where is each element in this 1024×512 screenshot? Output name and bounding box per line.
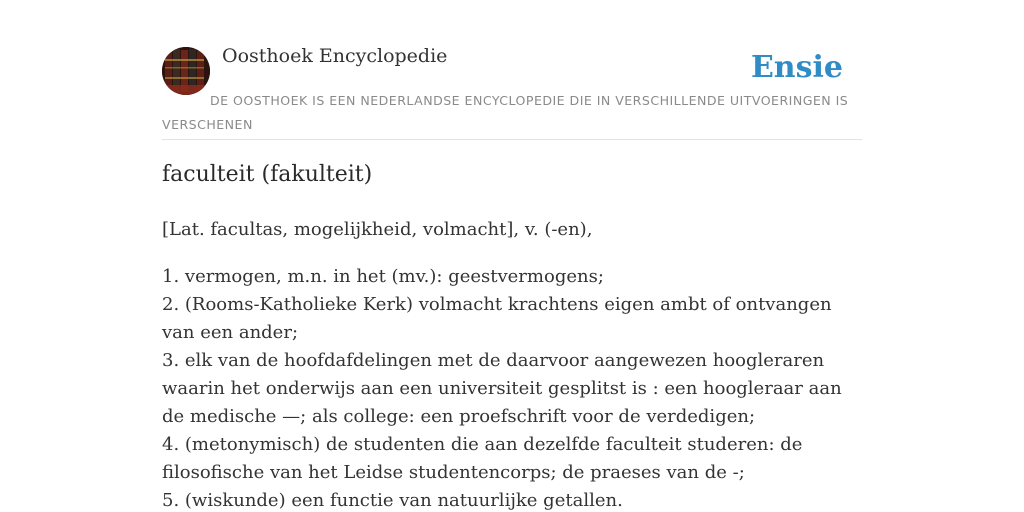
book-spines-icon [162, 47, 210, 95]
site-name-link[interactable]: Oosthoek Encyclopedie [222, 45, 448, 67]
definition-line: 3. elk van de hoofdafdelingen met de daarvoor aangewezen hoogleraren waarin het onderwijs aan een universiteit gesplitst is : een hoogleraar aan de medische —; als college: een proefschrift voor de verdedigen; [162, 350, 842, 427]
content-container [162, 0, 862, 511]
brand-logo[interactable]: Ensie [750, 50, 843, 85]
definition-line: 4. (metonymisch) de studenten die aan dezelfde faculteit studeren: de filosofische van het Leidse studentencorps; de praeses van de -; [162, 434, 803, 483]
source-avatar[interactable] [162, 47, 210, 95]
site-header [162, 0, 862, 140]
definition-list [162, 263, 862, 512]
definition-line: 5. (wiskunde) een functie van natuurlijke getallen. [162, 490, 623, 511]
site-tagline: DE OOSTHOEK IS EEN NEDERLANDSE ENCYCLOPEDIE DIE IN VERSCHILLENDE UITVOERINGEN IS VERSCHENEN [162, 93, 849, 132]
entry-etymology: [Lat. facultas, mogelijkheid, volmacht], v. (-en), [162, 219, 593, 240]
entry-title: faculteit (fakulteit) [162, 162, 373, 187]
definition-line: 2. (Rooms-Katholieke Kerk) volmacht krachtens eigen ambt of ontvangen van een ander; [162, 294, 832, 343]
definition-line: 1. vermogen, m.n. in het (mv.): geestvermogens; [162, 266, 604, 287]
